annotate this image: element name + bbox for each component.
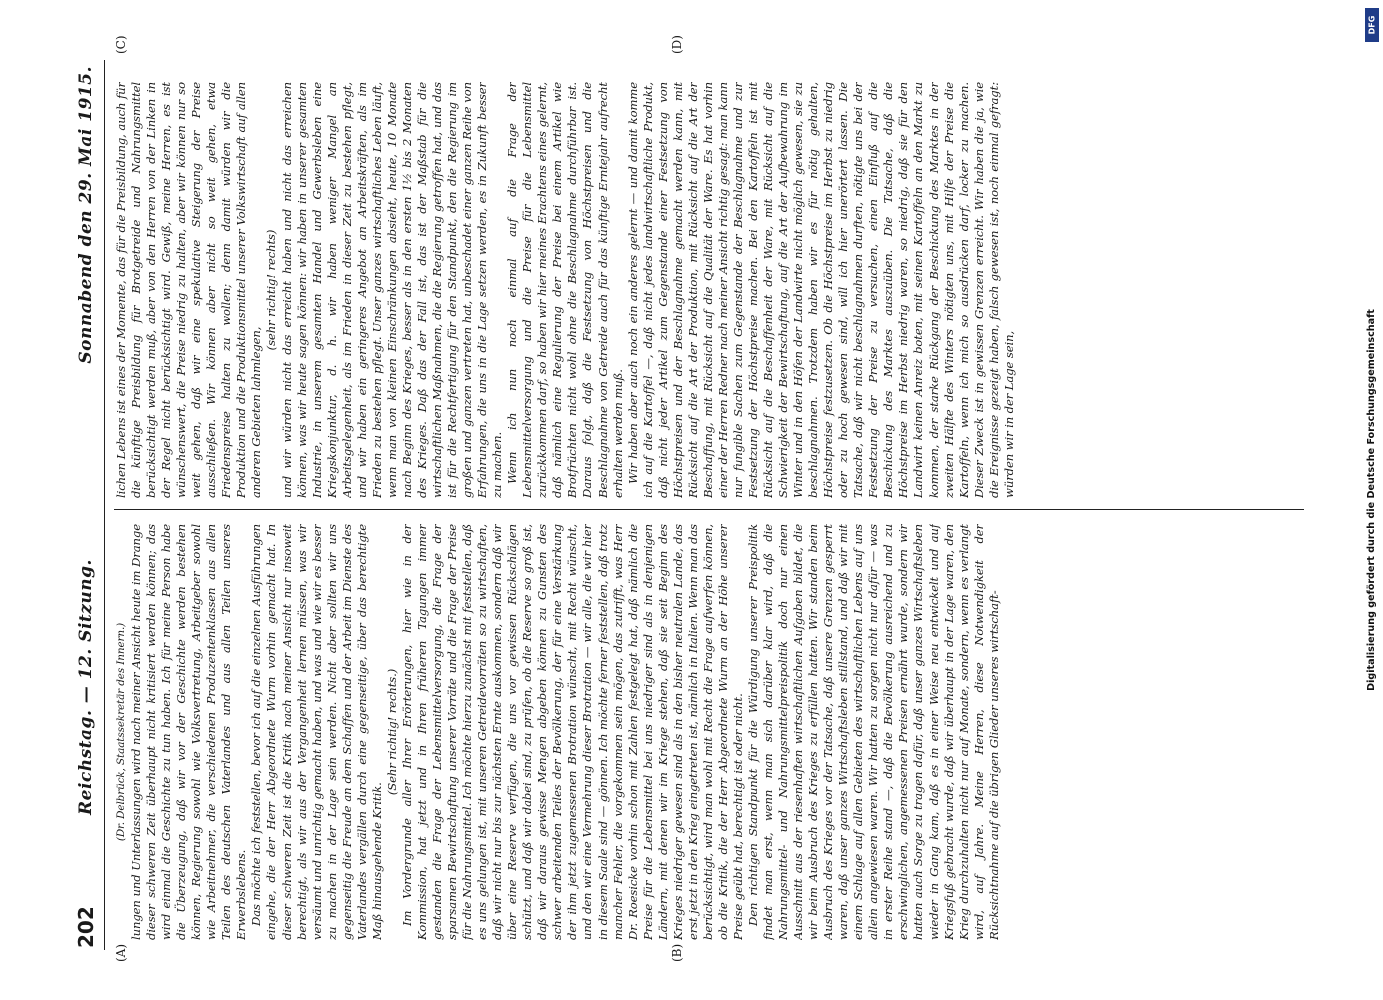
margin-marker-c: (C) <box>114 35 128 54</box>
margin-marker-a: (A) <box>114 943 128 962</box>
rotated-page <box>70 35 1310 962</box>
paragraph: Wenn ich nun noch einmal auf die Frage der Lebensmittelversorgung und die Preise für die Lebensmittel zurückkommen darf, so haben wir hier meines Erachtens eines gelernt, daß nämlich eine Regulierung der Preise bei einem Artikel wie Brotfrüchten nicht wohl ohne die Beschlagnahme durchführbar ist. Daraus folgt, daß die Festsetzung von Höchstpreisen und die Beschlagnahme von Getreide auch für das künftige Erntejahr aufrecht erhalten werden muß. <box>505 82 625 498</box>
margin-marker-b: (B) <box>670 943 684 962</box>
interjection: (sehr richtig! rechts) <box>264 229 279 351</box>
paragraph: lichen Lebens ist eines der Momente, das für die Preisbildung, auch für die künftige Preisbildung für Brotgetreide und Nahrungsmittel berücksichtigt werden muß, aber von den Herren von der Linken in der Regel nicht berücksichtigt wird. Gewiß, meine Herren, es ist wünschenswert, die Preise niedrig zu halten, aber wir können nur so weit gehen, daß wir eine spekulative Steigerung der Preise ausschließen. Wir können aber nicht so weit gehen, etwa Friedenspreise halten zu wollen; denn damit würden wir die Produktion und die Produktionsmittel unserer Volkswirtschaft auf allen anderen Gebieten lahmlegen, <box>114 82 264 498</box>
digitization-credit: Digitalisierung gefördert durch die Deutsche Forschungsgemeinschaft <box>1366 309 1377 691</box>
session-title: Reichstag. — 12. Sitzung. <box>76 559 96 815</box>
column-divider <box>114 509 1304 510</box>
page-number: 202 <box>74 906 98 948</box>
session-date: Sonnabend den 29. Mai 1915. <box>76 66 96 364</box>
right-column <box>114 82 1304 498</box>
paragraph: lungen und Unterlassungen wird nach meiner Ansicht heute im Drange dieser schweren Zeit überhaupt nicht kritisiert werden können; das wird einmal die Geschichte zu tun haben. Ich für meine Person habe die Überzeugung, daß wir vor der Geschichte werden bestehen können, Regierung sowohl wie Volksvertretung, Arbeitgeber sowohl wie Arbeitnehmer, die verschiedenen Produzentenklassen aus allen Teilen des deutschen Vaterlandes und aus allen Teilen unseres Erwerbslebens. <box>129 524 249 940</box>
interjection: (Sehr richtig! rechts.) <box>384 668 399 796</box>
margin-marker-d: (D) <box>670 35 684 54</box>
dfg-logo: DFG <box>1365 8 1379 42</box>
page-header <box>70 60 105 950</box>
paragraph: Das möchte ich feststellen, bevor ich auf die einzelnen Ausführungen eingehe, die der Herr Abgeordnete Wurm vorhin gemacht hat. In dieser schweren Zeit ist die Kritik nach meiner Ansicht nur insoweit berechtigt, als wir aus der Vergangenheit lernen müssen, was wir versäumt und unrichtig gemacht haben, und was und wie wir es besser zu machen in der Lage sein werden. Nicht aber sollten wir uns gegenseitig die Freude an dem Schaffen und der Arbeit im Dienste des Vaterlandes vergällen durch eine gegenseitige, über das berechtigte Maß hinausgehende Kritik. <box>249 524 384 940</box>
speaker-line: (Dr. Delbrück, Staatssekretär des Innern.) <box>115 622 127 842</box>
left-column <box>114 524 1304 940</box>
paragraph: Den richtigen Standpunkt für die Würdigung unserer Preispolitik findet man erst, wenn man sich darüber klar wird, daß die Nahrungsmittel- und Nahrungsmittelpreispolitik doch nur einen Ausschnitt aus der riesenhaften wirtschaftlichen Aufgaben bildet, die wir beim Ausbruch des Krieges zu erfüllen hatten. Wir standen beim Ausbruch des Krieges vor der Tatsache, daß unsere Grenzen gesperrt waren, daß unser ganzes Wirtschaftsleben stillstand, und daß wir mit einem Schlage auf allen Gebieten des wirtschaftlichen Lebens auf uns allein angewiesen waren. Wir hatten zu sorgen nicht nur dafür — was in erster Reihe stand —, daß die Bevölkerung ausreichend und zu erschwinglichen, angemessenen Preisen ernährt wurde, sondern wir hatten auch Sorge zu tragen dafür, daß unser ganzes Wirtschaftsleben wieder in Gang kam, daß es in einer Weise neu entwickelt und auf Kriegsfuß gebracht wurde, daß wir überhaupt in der Lage waren, den Krieg durchzuhalten nicht nur auf Monate, sondern, wenn es verlangt wird, auf Jahre. Meine Herren, diese Notwendigkeit der Rücksichtnahme auf die übrigen Glieder unseres wirtschaft- <box>745 524 1001 940</box>
paragraph: Im Vordergrunde aller Ihrer Erörterungen, hier wie in der Kommission, hat jetzt und in Ihren früheren Tagungen immer gestanden die Frage der Lebensmittelversorgung, die Frage der sparsamen Bewirtschaftung unserer Vorräte und die Frage der Preise für die Nahrungsmittel. Ich möchte hierzu zunächst mit feststellen, daß es uns gelungen ist, mit unseren Getreidevorräten so zu wirtschaften, daß wir nicht nur bis zur nächsten Ernte auskommen, sondern daß wir über eine Reserve verfügen, die uns vor gewissen Rückschlägen schützt, und daß wir dabei sind, zu prüfen, ob die Reserve so groß ist, daß wir daraus gewisse Mengen abgeben können zu Gunsten des schwer arbeitenden Teiles der Bevölkerung, der für eine Verstärkung der ihm jetzt zugemessenen Brotration wünscht, mit Recht wünscht, und den wir eine Vermehrung dieser Brotration — wir alle, die wir hier in diesem Saale sind — gönnen. Ich möchte ferner feststellen, daß trotz mancher Fehler, die vorgekommen sein mögen, das zutrifft, was Herr Dr. Roesicke vorhin schon mit Zahlen festgelegt hat, daß nämlich die Preise für die Lebensmittel bei uns niedriger sind als in denjenigen Ländern, mit denen wir im Kriege stehen, daß sie seit Beginn des Krieges niedriger gewesen sind als in den bisher neutralen Lande, das erst jetzt in den Krieg eingetreten ist, nämlich in Italien. Wenn man das berücksichtigt, wird man wohl mit Recht die Frage aufwerfen können, ob die Kritik, die der Herr Abgeordnete Wurm an der Höhe unserer Preise geübt hat, berechtigt ist oder nicht. <box>399 524 745 940</box>
paragraph: und wir würden nicht das erreicht haben und nicht das erreichen können, was wir heute sagen können: wir haben in unserer gesamten Industrie, in unserem gesamten Handel und Gewerbsleben eine Kriegskonjunktur, d. h. wir haben weniger Mangel an Arbeitsgelegenheit, als im Frieden in dieser Zeit zu bestehen pflegt, und wir haben ein geringeres Angebot an Arbeitskräften, als im Frieden zu bestehen pflegt. Unser ganzes wirtschaftliches Leben läuft, wenn man von kleinen Einschränkungen absieht, heute, 10 Monate nach Beginn des Krieges, besser als in den ersten 1½ bis 2 Monaten des Krieges. Daß das der Fall ist, das ist der Maßstab für die wirtschaftlichen Maßnahmen, die die Regierung getroffen hat, und das ist für die Rechtfertigung für den Standpunkt, den die Regierung im großen und ganzen vertreten hat, unbeschadet einer ganzen Reihe von Erfahrungen, die uns in die Lage setzen werden, es in Zukunft besser zu machen. <box>279 82 505 498</box>
paragraph: Wir haben aber auch noch ein anderes gelernt — und damit komme ich auf die Kartoffel —, daß nicht jedes landwirtschaftliche Produkt, daß nicht jeder Artikel zum Gegenstande einer Festsetzung von Höchstpreisen und der Beschlagnahme gemacht werden kann, mit Rücksicht auf die Art der Produktion, mit Rücksicht auf die Art der Beschaffung, mit Rücksicht auf die Qualität der Ware. Es hat vorhin einer der Herren Redner nach meiner Ansicht richtig gesagt: man kann nur fungible Sachen zum Gegenstande der Beschlagnahme und zur Festsetzung der Höchstpreise machen. Bei den Kartoffeln ist mit Rücksicht auf die Beschaffenheit der Ware, mit Rücksicht auf die Schwierigkeit der Bewirtschaftung, auf die Art der Aufbewahrung im Winter und in den Höfen der Landwirte nicht möglich gewesen, sie zu beschlagnahmen. Trotzdem haben wir es für nötig gehalten, Höchstpreise festzusetzen. Ob die Höchstpreise im Herbst zu niedrig oder zu hoch gewesen sind, will ich hier unerörtert lassen. Die Tatsache, daß wir nicht beschlagnahmen durften, nötigte uns bei der Festsetzung der Preise zu versuchen, einen Einfluß auf die Beschickung des Marktes auszuüben. Die Tatsache, daß die Höchstpreise im Herbst niedrig waren, so niedrig, daß sie für den Landwirt keinen Anreiz boten, mit seinen Kartoffeln an den Markt zu kommen, der starke Rückgang der Beschickung des Marktes in der zweiten Hälfte des Winters nötigten uns, mit Hilfe der Preise die Kartoffeln, wenn ich mich so ausdrücken darf, locker zu machen. Dieser Zweck ist in gewissen Grenzen erreicht. Wir haben die ja, wie die Ereignisse gezeigt haben, falsch gewesen ist, noch einmal gefragt: würden wir in der Lage sein, <box>625 82 1016 498</box>
